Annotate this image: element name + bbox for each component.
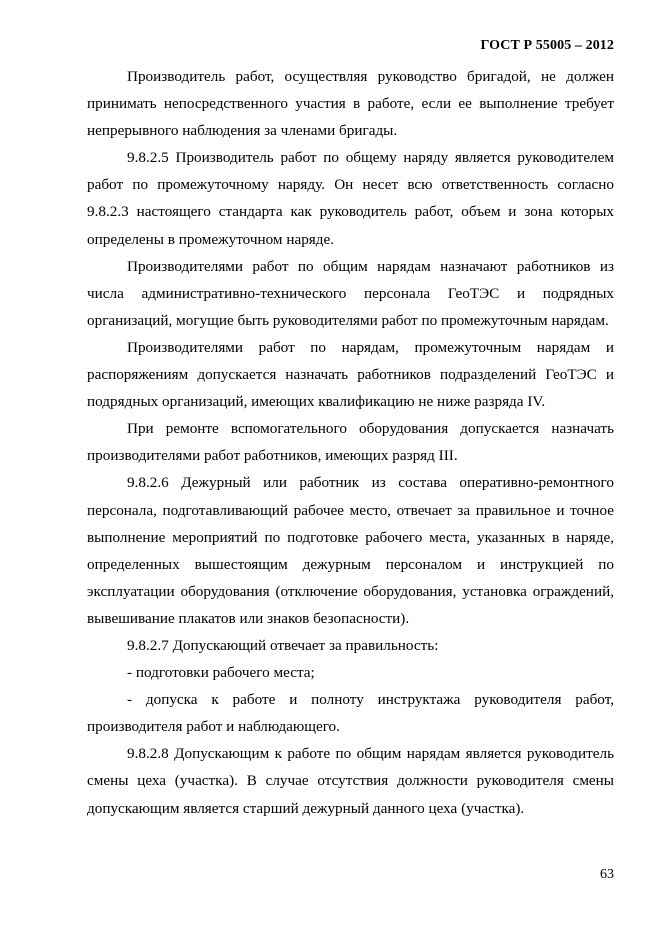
paragraph-9-8-2-5: 9.8.2.5 Производитель работ по общему наряду является руководителем работ по промежуточному наряду. Он несет всю ответственность согласно 9.8.2.3 настоящего стандарта как руководитель работ, объем и зона которых определены в промежуточном наряде. xyxy=(87,149,614,248)
paragraph-auxiliary-repair: При ремонте вспомогательного оборудования допускается назначать производителями работ работников, имеющих разряд III. xyxy=(87,420,614,465)
paragraph-9-8-2-6: 9.8.2.6 Дежурный или работник из состава оперативно-ремонтного персонала, подготавливающий рабочее место, отвечает за правильное и точное выполнение мероприятий по подготовке рабочего места, указанных в наряде, определенных вышестоящим дежурным персоналом и инструкцией по эксплуатации оборудования (отключение оборудования, установка ограждений, вывешивание плакатов или знаков безопасности). xyxy=(87,474,614,627)
list-item-admission-instruction: - допуска к работе и полноту инструктажа руководителя работ, производителя работ и наблюдающего. xyxy=(87,691,614,736)
paragraph-supervision: Производитель работ, осуществляя руководство бригадой, не должен принимать непосредственного участия в работе, если ее выполнение требует непрерывного наблюдения за членами бригады. xyxy=(87,68,614,140)
list-item-workplace-preparation: - подготовки рабочего места; xyxy=(127,664,315,682)
page-header-standard-id: ГОСТ Р 55005 – 2012 xyxy=(480,38,614,53)
paragraph-general-orders: Производителями работ по общим нарядам назначают работников из числа административно-технического персонала ГеоТЭС и подрядных организаций, могущие быть руководителями работ по промежуточным нарядам. xyxy=(87,257,614,329)
paragraph-orders-qualification: Производителями работ по нарядам, промежуточным нарядам и распоряжениям допускается назначать работников подразделений ГеоТЭС и подрядных организаций, имеющих квалификацию не ниже разряда IV. xyxy=(87,338,614,411)
paragraph-9-8-2-7: 9.8.2.7 Допускающий отвечает за правильность: xyxy=(127,636,439,654)
page-number: 63 xyxy=(600,867,614,882)
body-text xyxy=(87,63,614,822)
paragraph-9-8-2-8: 9.8.2.8 Допускающим к работе по общим нарядам является руководитель смены цеха (участка). В случае отсутствия должности руководителя смены допускающим является старший дежурный данного цеха (участка). xyxy=(87,745,614,817)
